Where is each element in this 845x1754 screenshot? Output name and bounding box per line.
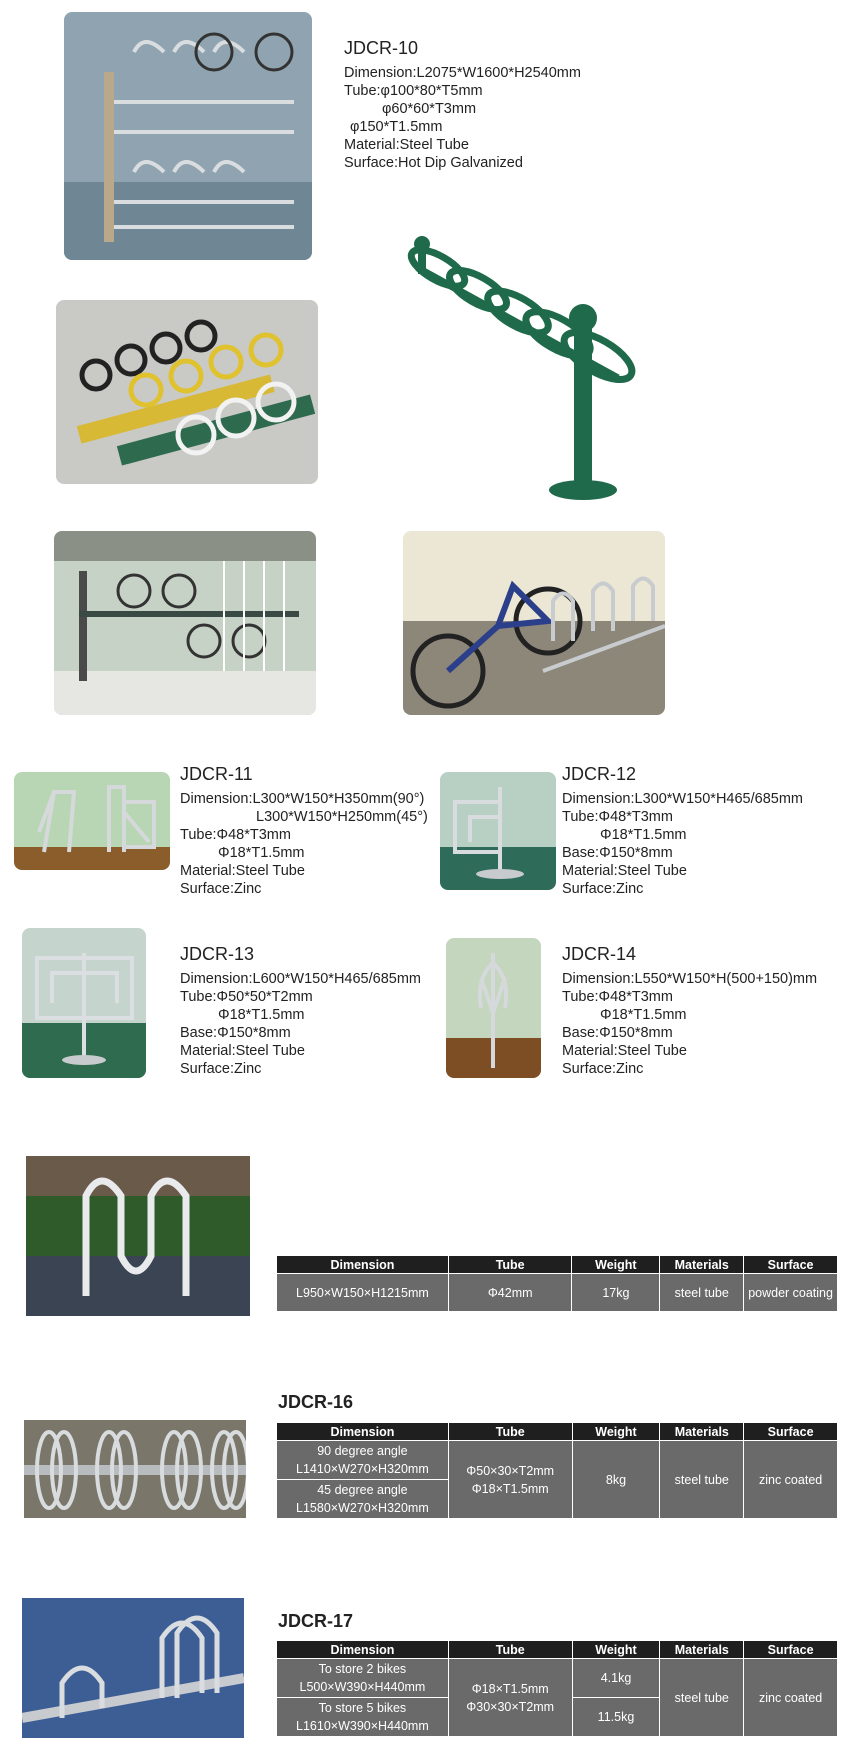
bike-wall-rack-photo: [403, 531, 665, 715]
cell-tube: Φ18×T1.5mm Φ30×30×T2mm: [448, 1659, 572, 1737]
material-line: Material:Steel Tube: [562, 863, 687, 879]
surface-line: Surface:Zinc: [562, 1061, 644, 1077]
header-dimension: Dimension: [277, 1641, 449, 1659]
double-decker-photo: [54, 531, 316, 715]
cell-surface: zinc coated: [744, 1441, 838, 1519]
tube-line-2: Φ18*T1.5mm: [218, 1007, 305, 1023]
tube-line: Tube:Φ48*T3mm: [562, 989, 673, 1005]
cell-weight-2: 11.5kg: [572, 1698, 660, 1737]
product-title: JDCR-14: [562, 944, 637, 964]
header-materials: Materials: [660, 1256, 744, 1274]
header-dimension: Dimension: [277, 1423, 449, 1441]
spec-table-17: [276, 1640, 838, 1737]
jdcr10-spec: [344, 36, 581, 172]
cell-materials: steel tube: [660, 1659, 744, 1737]
jdcr16-title: JDCR-16: [278, 1392, 354, 1412]
cell-dimension-2: 45 degree angle L1580×W270×H320mm: [277, 1480, 449, 1519]
tube-line-2: Φ18*T1.5mm: [600, 1007, 687, 1023]
jdcr14-spec: [562, 942, 817, 1078]
product-title: JDCR-10: [344, 38, 419, 58]
material-line: Material:Steel Tube: [180, 863, 305, 879]
header-weight: Weight: [572, 1641, 660, 1659]
dimension-line: Dimension:L600*W150*H465/685mm: [180, 971, 421, 987]
cell-materials: steel tube: [660, 1274, 744, 1312]
spec-table-16: [276, 1422, 838, 1519]
cell-dimension-1: 90 degree angle L1410×W270×H320mm: [277, 1441, 449, 1480]
spec-table-15: [276, 1255, 838, 1312]
cell-surface: zinc coated: [744, 1659, 838, 1737]
header-dimension: Dimension: [277, 1256, 449, 1274]
dimension-line: Dimension:L550*W150*H(500+150)mm: [562, 971, 818, 987]
surface-line: Surface:Zinc: [180, 881, 262, 897]
header-surface: Surface: [744, 1423, 838, 1441]
jdcr11-spec: [180, 762, 428, 898]
tube-line: Tube:φ100*80*T5mm: [344, 83, 483, 99]
material-line: Material:Steel Tube: [562, 1043, 687, 1059]
header-weight: Weight: [572, 1423, 660, 1441]
cell-dimension: L950×W150×H1215mm: [277, 1274, 449, 1312]
cell-tube: Φ50×30×T2mm Φ18×T1.5mm: [448, 1441, 572, 1519]
header-tube: Tube: [448, 1256, 572, 1274]
tube-line-2: φ60*60*T3mm: [382, 101, 477, 117]
header-materials: Materials: [660, 1641, 744, 1659]
header-surface: Surface: [744, 1641, 838, 1659]
base-line: Base:Φ150*8mm: [180, 1025, 291, 1041]
tube-line: Tube:Φ50*50*T2mm: [180, 989, 313, 1005]
tube-line-3: φ150*T1.5mm: [350, 119, 443, 135]
header-tube: Tube: [448, 1641, 572, 1659]
cell-dimension-1: To store 2 bikes L500×W390×H440mm: [277, 1659, 449, 1698]
jdcr13-photo: [22, 928, 146, 1078]
surface-line: Surface:Hot Dip Galvanized: [344, 155, 523, 171]
jdcr13-spec: [180, 942, 421, 1078]
jdcr10-photo: [64, 12, 312, 260]
surface-line: Surface:Zinc: [180, 1061, 262, 1077]
material-line: Material:Steel Tube: [344, 137, 469, 153]
cell-materials: steel tube: [660, 1441, 744, 1519]
dimension-line: Dimension:L300*W150*H350mm(90°): [180, 791, 425, 807]
material-line: Material:Steel Tube: [180, 1043, 305, 1059]
cell-dimension-2: To store 5 bikes L1610×W390×H440mm: [277, 1698, 449, 1737]
jdcr14-photo: [446, 938, 541, 1078]
cell-weight: 8kg: [572, 1441, 660, 1519]
product-title: JDCR-13: [180, 944, 255, 964]
product-title: JDCR-12: [562, 764, 637, 784]
jdcr11-photo: [14, 772, 170, 870]
tube-line: Tube:Φ48*T3mm: [180, 827, 291, 843]
ring-rack-photo: [56, 300, 318, 484]
tube-line: Tube:Φ48*T3mm: [562, 809, 673, 825]
product-title: JDCR-11: [180, 764, 253, 784]
green-rack-photo: [378, 228, 650, 510]
base-line: Base:Φ150*8mm: [562, 845, 673, 861]
header-materials: Materials: [660, 1423, 744, 1441]
tube-line-2: Φ18*T1.5mm: [600, 827, 687, 843]
jdcr16-photo: [24, 1420, 246, 1518]
jdcr12-spec: [562, 762, 803, 898]
jdcr12-photo: [440, 772, 556, 890]
cell-weight: 17kg: [572, 1274, 660, 1312]
header-tube: Tube: [448, 1423, 572, 1441]
base-line: Base:Φ150*8mm: [562, 1025, 673, 1041]
cell-tube: Φ42mm: [448, 1274, 572, 1312]
header-surface: Surface: [744, 1256, 838, 1274]
cell-surface: powder coating: [744, 1274, 838, 1312]
dimension-line: Dimension:L300*W150*H465/685mm: [562, 791, 803, 807]
tube-line-2: Φ18*T1.5mm: [218, 845, 305, 861]
jdcr17-photo: [22, 1598, 244, 1738]
surface-line: Surface:Zinc: [562, 881, 644, 897]
dimension-line-2: L300*W150*H250mm(45°): [256, 809, 428, 825]
jdcr17-title: JDCR-17: [278, 1611, 354, 1631]
dimension-line: Dimension:L2075*W1600*H2540mm: [344, 65, 581, 81]
header-weight: Weight: [572, 1256, 660, 1274]
cell-weight-1: 4.1kg: [572, 1659, 660, 1698]
jdcr15-photo: [26, 1156, 250, 1316]
